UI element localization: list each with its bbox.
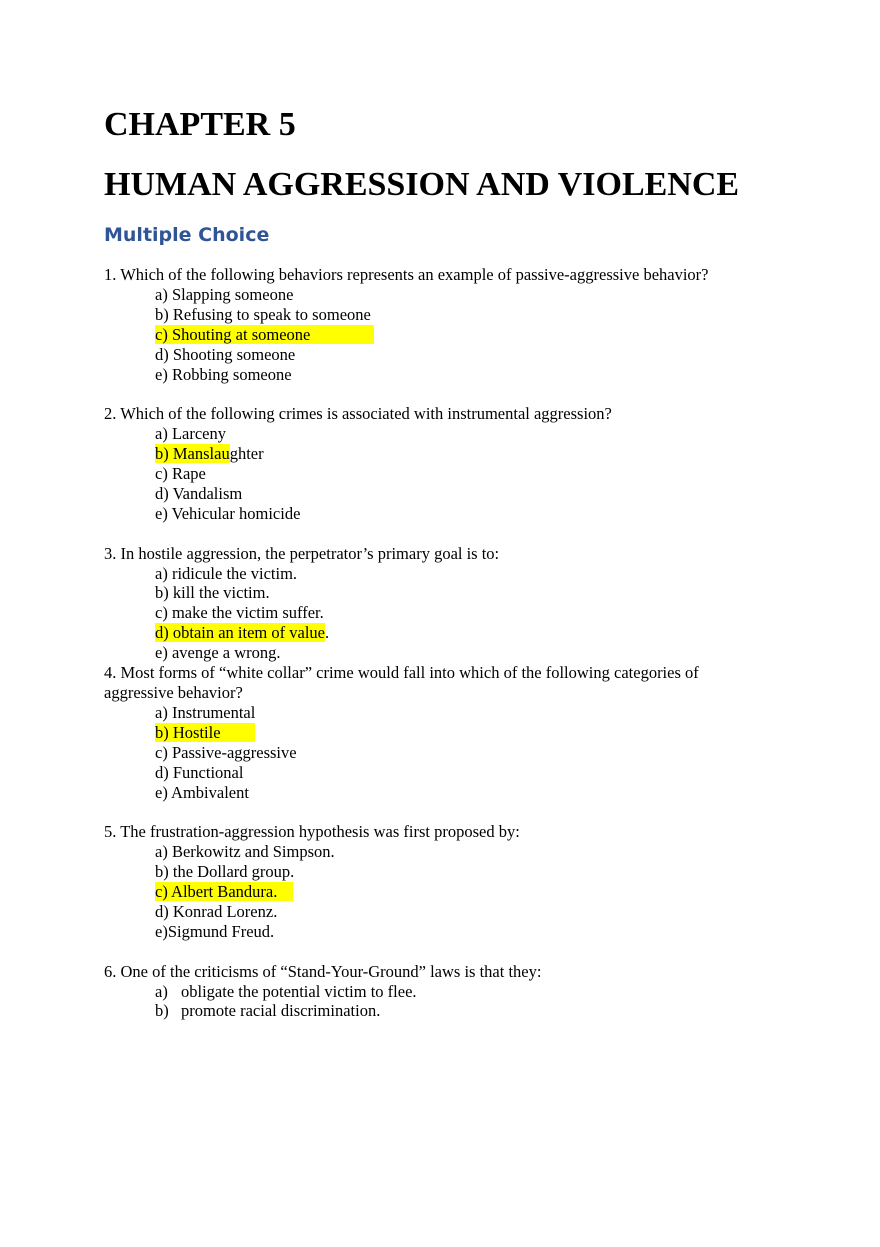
question-list	[104, 265, 764, 1021]
option-3e: e) avenge a wrong.	[155, 643, 281, 663]
option-letter: b)	[155, 1001, 169, 1021]
option-4c: c) Passive-aggressive	[155, 742, 297, 762]
option-4b	[155, 723, 764, 743]
option-5e: e)Sigmund Freud.	[155, 921, 275, 941]
option-letter: a)	[155, 981, 168, 1001]
option-1c	[155, 325, 764, 345]
option-6b	[155, 1001, 764, 1021]
option-3a: a) ridicule the victim.	[155, 563, 298, 583]
option-2b-rest: ghter	[229, 444, 264, 464]
option-5b: b) the Dollard group.	[155, 862, 295, 882]
highlighted-answer: b) Hostile	[155, 723, 255, 742]
highlighted-answer: d) obtain an item of value	[155, 623, 325, 643]
option-1d: d) Shooting someone	[155, 344, 296, 364]
option-4e: e) Ambivalent	[155, 782, 249, 802]
option-3d-rest: .	[325, 623, 330, 643]
question-1: 1. Which of the following behaviors represents an example of passive-aggressive behavior?	[104, 265, 709, 284]
chapter-title: HUMAN AGGRESSION AND VIOLENCE	[104, 166, 740, 203]
question-5: 5. The frustration-aggression hypothesis was first proposed by:	[104, 822, 520, 842]
option-2e: e) Vehicular homicide	[155, 503, 301, 523]
option-2d: d) Vandalism	[155, 483, 243, 503]
option-3c: c) make the victim suffer.	[155, 603, 324, 623]
option-4a: a) Instrumental	[155, 702, 256, 722]
option-5c	[155, 882, 764, 902]
option-5d: d) Konrad Lorenz.	[155, 901, 278, 921]
option-2c: c) Rape	[155, 464, 206, 484]
chapter-heading: CHAPTER 5	[104, 106, 296, 143]
option-1a: a) Slapping someone	[155, 284, 294, 304]
question-2: 2. Which of the following crimes is associated with instrumental aggression?	[104, 404, 612, 424]
question-4: 4. Most forms of “white collar” crime would fall into which of the following categories of aggressive behavior?	[104, 663, 699, 702]
option-2a: a) Larceny	[155, 424, 226, 444]
option-1e: e) Robbing someone	[155, 364, 292, 384]
option-text: promote racial discrimination.	[181, 1001, 381, 1021]
option-text: obligate the potential victim to flee.	[181, 981, 417, 1001]
option-2b	[155, 444, 764, 464]
question-3: 3. In hostile aggression, the perpetrator’s primary goal is to:	[104, 543, 500, 563]
option-5a: a) Berkowitz and Simpson.	[155, 842, 335, 862]
option-3d	[155, 623, 764, 643]
option-4d: d) Functional	[155, 762, 244, 782]
option-1b: b) Refusing to speak to someone	[155, 304, 371, 324]
section-heading: Multiple Choice	[104, 224, 270, 246]
option-6a	[155, 982, 764, 1002]
highlighted-answer: c) Shouting at someone	[155, 325, 374, 344]
question-6: 6. One of the criticisms of “Stand-Your-Ground” laws is that they:	[104, 961, 542, 981]
highlighted-answer: c) Albert Bandura.	[155, 882, 293, 901]
highlighted-answer: b) Manslau	[155, 444, 230, 464]
option-3b: b) kill the victim.	[155, 583, 270, 603]
